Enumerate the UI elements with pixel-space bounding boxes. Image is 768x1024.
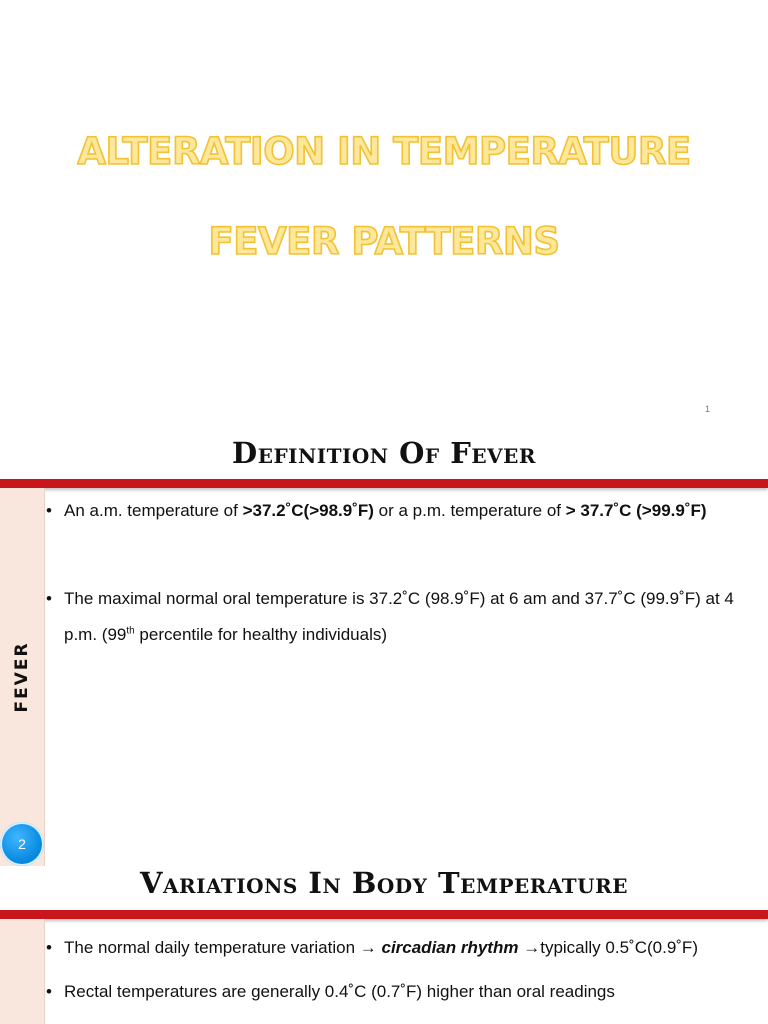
variations-heading: Variations In Body Temperature: [140, 866, 628, 900]
slide-number: 1: [704, 404, 710, 414]
fever-side-label: FEVER: [12, 641, 32, 713]
slide-number-badge: 2: [0, 822, 44, 866]
list-item: • Rectal temperatures are generally 0.4˚C (0.7˚F) higher than oral readings: [44, 970, 766, 1014]
list-item: • An a.m. temperature of >37.2˚C(>98.9˚F) or a p.m. temperature of > 37.7˚C (>99.9˚F): [44, 493, 766, 529]
title-slide: [0, 0, 768, 428]
slide-title-line-1: ALTERATION IN TEMPERATURE: [77, 130, 691, 173]
list-item: • The maximal normal oral temperature is 37.2˚C (98.9˚F) at 6 am and 37.7˚C (99.9˚F) at 4 p.m. (99th percentile for healthy individuals): [44, 581, 766, 653]
variations-bullets: [44, 926, 766, 1014]
slide-title-line-2: FEVER PATTERNS: [208, 220, 560, 263]
red-divider-bar: [0, 479, 768, 488]
side-panel: [0, 919, 45, 1024]
red-divider-bar: [0, 910, 768, 919]
definition-bullets: [44, 493, 766, 653]
definition-heading: Definition Of Fever: [232, 436, 536, 470]
list-item: • The normal daily temperature variation → circadian rhythm →typically 0.5˚C(0.9˚F): [44, 926, 766, 970]
